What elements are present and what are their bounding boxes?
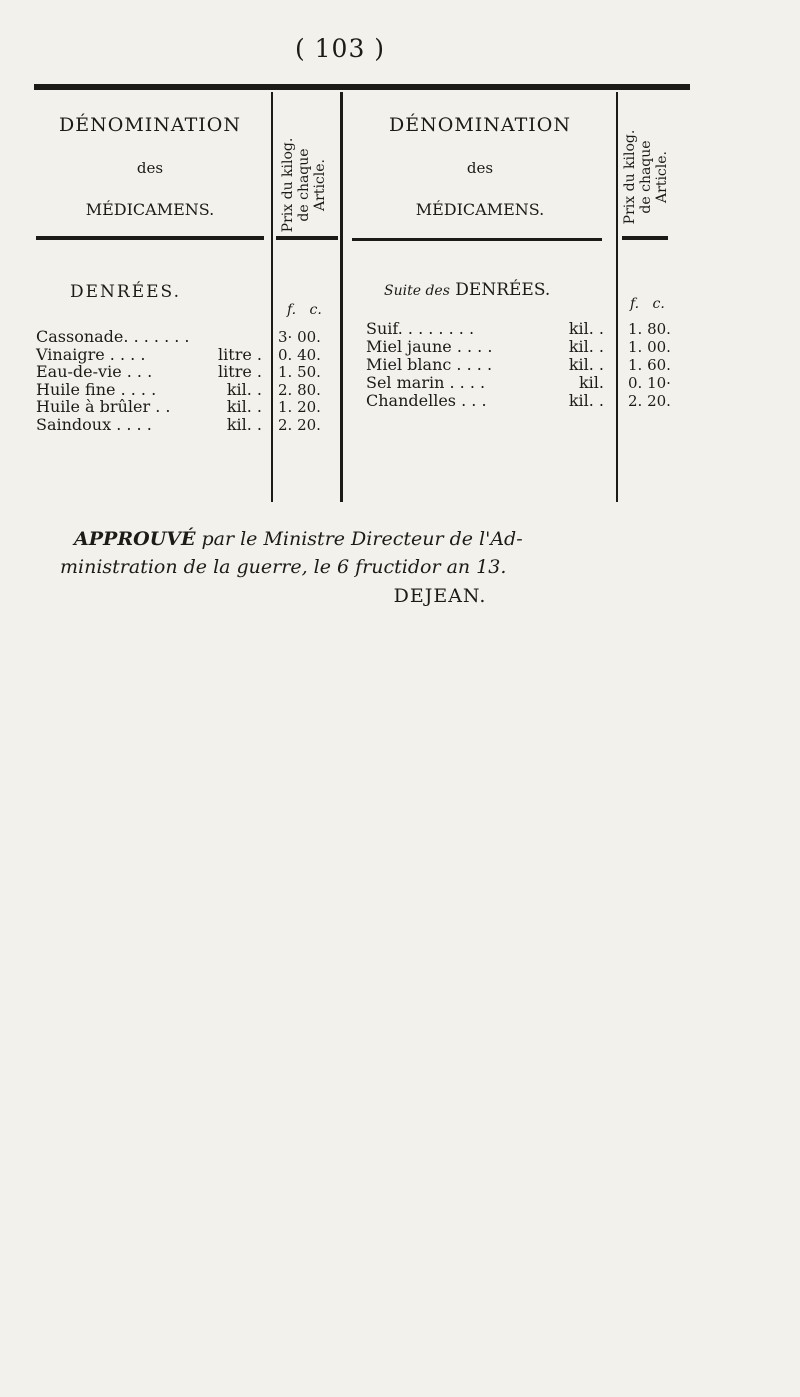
item-price: 1. 80. <box>628 320 671 338</box>
approval-text <box>60 525 794 581</box>
item-unit: kil. . <box>226 415 262 434</box>
header-rule-left <box>36 236 264 240</box>
item-row <box>36 416 262 434</box>
item-unit: kil. . <box>568 319 604 338</box>
approval-line-1 <box>74 525 794 553</box>
item-price: 1. 60. <box>628 356 671 374</box>
item-unit: litre . <box>218 344 262 364</box>
top-rule <box>34 84 690 90</box>
item-row <box>36 346 262 364</box>
right-section-title-italic: Suite des <box>384 283 450 299</box>
item-name: Saindoux . . . . <box>36 415 152 434</box>
header-left-title: DÉNOMINATION <box>59 114 241 136</box>
item-unit: kil. . <box>226 379 262 399</box>
item-unit: litre . <box>218 362 262 382</box>
header-rule-right <box>352 238 602 241</box>
item-name: Suif. . . . . . . . <box>366 319 475 338</box>
left-section-title: DENRÉES. <box>70 282 181 302</box>
item-unit: kil. . <box>568 391 604 410</box>
header-price-left <box>280 100 328 270</box>
item-row <box>36 398 262 416</box>
item-row <box>366 320 604 338</box>
item-price: 0. 10· <box>628 374 671 392</box>
header-left-subtitle: MÉDICAMENS. <box>85 200 215 219</box>
header-left <box>34 116 266 218</box>
item-row <box>36 363 262 381</box>
item-name: Chandelles . . . <box>366 391 487 410</box>
item-row <box>36 381 262 399</box>
header-rule-price-right <box>622 236 668 240</box>
item-price: 1. 20. <box>278 398 321 417</box>
item-price: 2. 20. <box>278 416 321 434</box>
item-name: Miel blanc . . . . <box>366 355 493 374</box>
item-price: 1. 50. <box>278 363 321 382</box>
item-unit: kil. <box>578 373 604 392</box>
item-row <box>366 338 604 356</box>
item-name: Cassonade. . . . . . . <box>36 327 190 346</box>
column-rule-3 <box>616 92 618 502</box>
item-name: Eau-de-vie . . . <box>36 362 153 382</box>
header-price-right-line1: Prix du kilog. <box>622 129 638 225</box>
item-unit: kil. . <box>568 355 604 374</box>
item-row <box>366 356 604 374</box>
item-name: Miel jaune . . . . <box>366 337 493 356</box>
left-currency-header: f. c. <box>287 302 322 318</box>
item-row <box>366 392 604 410</box>
item-name: Huile fine . . . . <box>36 379 157 399</box>
header-right-subtitle: MÉDICAMENS. <box>415 200 545 219</box>
signature: DEJEAN. <box>393 585 487 607</box>
item-name: Sel marin . . . . <box>366 373 486 392</box>
header-price-right-line2: de chaque <box>638 140 654 214</box>
right-currency-header: f. c. <box>630 296 665 312</box>
header-price-right-line3: Article. <box>654 151 670 203</box>
item-price: 2. 20. <box>628 392 671 410</box>
header-right-des: des <box>466 159 494 177</box>
header-right-title: DÉNOMINATION <box>389 114 571 136</box>
approval-text-2: ministration de la guerre, le 6 fructidor an 13. <box>60 556 507 578</box>
header-right <box>348 116 612 218</box>
approval-text-1: par le Ministre Directeur de l'Ad- <box>195 528 523 550</box>
item-row <box>366 374 604 392</box>
header-rule-price-left <box>276 236 338 240</box>
right-section-title-main: DENRÉES. <box>455 280 551 300</box>
item-name: Huile à brûler . . <box>36 397 171 417</box>
approval-caps: APPROUVÉ <box>74 528 196 550</box>
item-price: 3· 00. <box>278 328 321 346</box>
header-price-left-line3: Article. <box>312 159 328 211</box>
item-price: 2. 80. <box>278 380 321 399</box>
item-unit: kil. . <box>568 337 604 356</box>
header-left-des: des <box>136 159 164 177</box>
header-price-left-line2: de chaque <box>296 148 312 222</box>
page-number: ( 103 ) <box>294 34 386 63</box>
item-price: 0. 40. <box>278 345 321 364</box>
column-rule-1 <box>271 92 273 502</box>
column-rule-2 <box>340 92 343 502</box>
item-row <box>36 328 262 346</box>
item-unit: kil. . <box>226 397 262 417</box>
item-name: Vinaigre . . . . <box>36 344 146 364</box>
item-price: 1. 00. <box>628 338 671 356</box>
approval-line-2 <box>60 553 794 581</box>
right-section-title <box>384 280 550 300</box>
header-price-left-line1: Prix du kilog. <box>280 137 296 233</box>
